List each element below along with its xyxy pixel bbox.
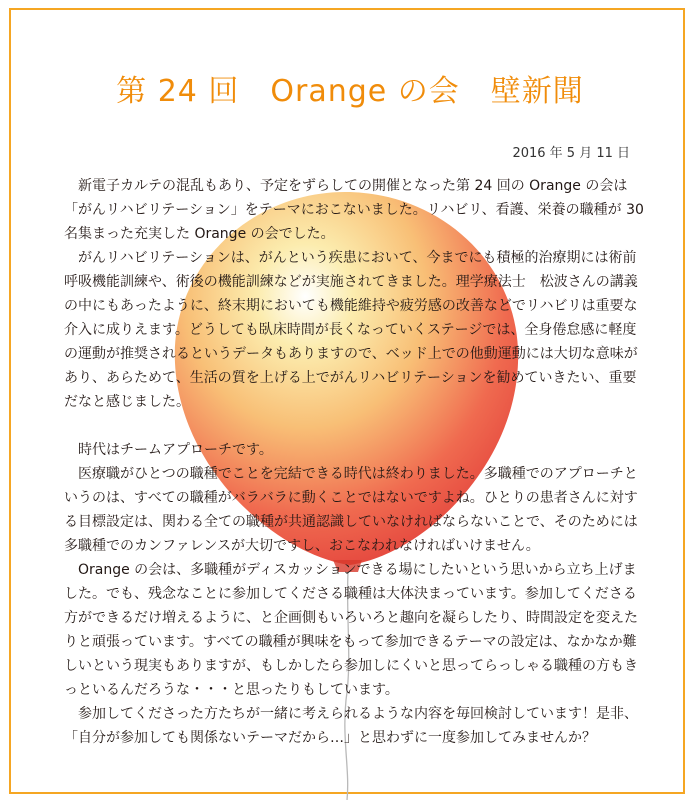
- paragraph: Orange の会は、多職種がディスカッションできる場にしたいという思いから立ち上げました。でも、残念なことに参加してくださる職種は大体決まっています。参加してくださる方ができるだけ増えるように、と企画側もいろいろと趣向を凝らしたり、時間設定を変えたりと頑張っています。すべての職種が興味をもって参加できるテーマの設定は、なかなか難しいという現実もありますが、もしかしたら参加しにくいと思ってらっしゃる職種の方もきっといるんだろうな・・・と思ったりもしています。: [64, 562, 638, 698]
- page-title: 第 24 回 Orange の会 壁新聞: [116, 74, 584, 109]
- issue-date: 2016 年 5 月 11 日: [512, 146, 630, 161]
- paragraph: 参加してくださった方たちが一緒に考えられるような内容を毎回検討しています！是非、「自分が参加しても関係ないテーマだから…」と思わずに一度参加してみませんか？: [64, 706, 638, 746]
- paragraph: 医療職がひとつの職種でことを完結できる時代は終わりました。多職種でのアプローチというのは、すべての職種がバラバラに動くことではないですよね。ひとりの患者さんに対する目標設定は、関わる全ての職種が共通認識していなければならないことで、そのためには多職種でのカンファレンスが大切ですし、おこなわれなければいけません。: [64, 466, 638, 554]
- article-body: [64, 174, 644, 750]
- paragraph: 時代はチームアプローチです。: [78, 442, 273, 458]
- paragraph: がんリハビリテーションは、がんという疾患において、今までにも積極的治療期には術前呼吸機能訓練や、術後の機能訓練などが実施されてきました。理学療法士 松波さんの講義の中にもあったように、終末期においても機能維持や疲労感の改善などでリハビリは重要な介入に成りえます。どうしても臥床時間が長くなっていくステージでは、全身倦怠感に軽度の運動が推奨されるというデータもありますので、ベッド上での他動運動には大切な意味があり、あらためて、生活の質を上げる上でがんリハビリテーションを勧めていきたい、重要だなと感じました。: [64, 250, 638, 410]
- paragraph: 新電子カルテの混乱もあり、予定をずらしての開催となった第 24 回の Orange の会は「がんリハビリテーション」をテーマにおこないました。リハビリ、看護、栄養の職種が 30 名集まった充実した Orange の会でした。: [64, 178, 644, 242]
- spacer: [64, 414, 644, 438]
